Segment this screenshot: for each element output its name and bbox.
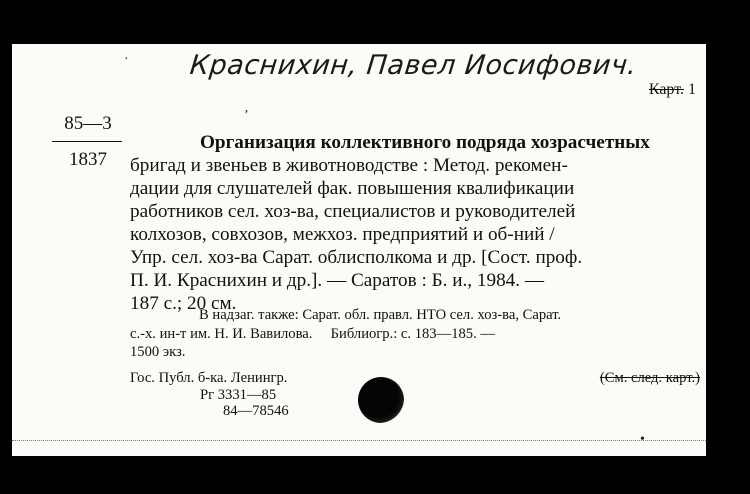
entry-line: работников сел. хоз-ва, специалистов и руководителей [130,201,576,222]
bibliographic-entry [130,131,699,315]
entry-line: дации для слушателей фак. повышения квалификации [130,178,575,199]
library-name: Гос. Публ. б-ка. Ленингр. [130,370,288,386]
shelf-mark: Рг 3331—85 [200,386,277,403]
classification-top: 85—3 [64,113,112,134]
see-next-card [600,370,700,387]
ink-stamp-blot [358,377,404,423]
entry-line: П. И. Краснихин и др.]. — Саратов : Б. и., 1984. — [130,270,545,291]
entry-notes [130,306,702,362]
note-line: 1500 экз. [130,344,186,360]
speck-mark: • [640,432,645,447]
note-line: с.-х. ин-т им. Н. И. Вавилова. Библиогр.: с. 183—185. — [130,325,495,342]
speck-mark: · [124,52,129,67]
card-number [649,81,696,99]
classification-divider [52,141,122,142]
card-label: Карт. [648,81,684,98]
entry-title-start: Организация коллективного подряда хозрасчетных [200,132,650,153]
entry-line: Упр. сел. хоз-ва Сарат. облисполкома и др. [Сост. проф. [130,247,583,268]
speck-mark: ʼ [244,108,249,123]
classification-bottom: 1837 [69,149,107,170]
handwritten-author-name: Краснихин, Павел Иосифович. [188,50,639,81]
library-info [130,370,289,420]
see-next-text: (См. след. карт.) [599,370,700,386]
entry-line: бригад и звеньев в животноводстве : Метод. рекомен- [130,155,568,176]
entry-line: 187 с.; 20 см. [130,293,237,314]
dotted-rule [12,440,706,441]
record-number: 84—78546 [223,403,289,419]
classification-number [52,113,124,171]
catalog-card [12,44,706,456]
entry-line [130,131,699,154]
card-number-value: 1 [688,81,696,98]
entry-line: колхозов, совхозов, межхоз. предприятий и об-ний / [130,224,555,245]
note-line: В надзаг. также: Сарат. обл. правл. НТО сел. хоз-ва, Сарат. [199,307,562,323]
